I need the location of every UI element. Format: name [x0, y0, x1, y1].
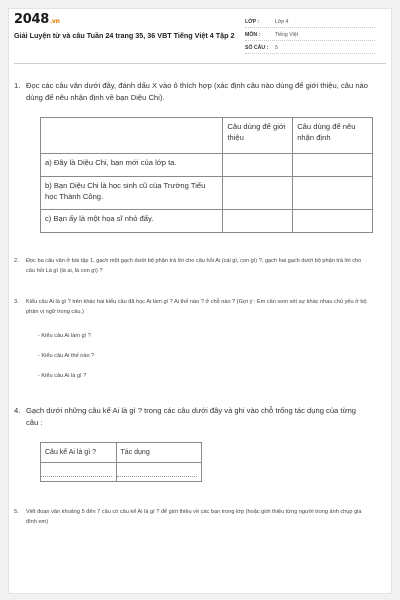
answer-cell[interactable]: [223, 154, 293, 177]
question-1: 1. Đọc các câu văn dưới đây, đánh dấu X vào ô thích hợp (xác định câu nào dùng để giới thiệu, câu nào dùng để nêu nhận định về bạn Diệu Chi).: [14, 81, 368, 102]
q3-item-the-nao: - Kiểu câu Ai thế nào ?: [38, 353, 95, 359]
header-divider: [14, 63, 386, 64]
document-title: Giải Luyện từ và câu Tuần 24 trang 35, 36 VBT Tiếng Việt 4 Tập 2: [14, 31, 235, 40]
answer-cell[interactable]: [293, 154, 373, 177]
table-header-row: [41, 118, 373, 154]
sentence-cell: c) Bạn ấy là một họa sĩ nhỏ đấy.: [41, 210, 223, 233]
question-5: 5. Viết đoạn văn khoảng 5 đến 7 câu có câu kể Ai là gì ? để giới thiệu về các bạn trong lớp (hoặc giới thiệu từng người trong ảnh chụp gia đình em): [14, 509, 362, 525]
question-4: 4. Gạch dưới những câu kể Ai là gì ? trong các câu dưới đây và ghi vào chỗ trống tác dụng của từng câu :: [14, 406, 357, 427]
answer-cell[interactable]: [293, 210, 373, 233]
table-row: [41, 154, 373, 177]
site-logo[interactable]: 2048.vn: [14, 12, 60, 27]
meta-subject: MÔN : Tiếng Việt: [245, 28, 375, 41]
table-row: [41, 210, 373, 233]
question-2: 2. Đọc ba câu văn ở bài tập 1, gạch một gạch dưới bộ phận trả lời cho câu hỏi Ai (cái gì, con gì) ?, gạch hai gạch dưới bộ phận trả lời cho câu hỏi Là gì (là ai, là con gì) ?: [14, 258, 362, 274]
table-header-cell: [41, 118, 223, 154]
table-header-cell: Câu dùng để giới thiệu: [223, 118, 293, 154]
q3-item-la-gi: - Kiểu câu Ai là gì ?: [38, 373, 87, 379]
table-header-cell: Câu dùng để nêu nhận định: [293, 118, 373, 154]
classification-table: [40, 117, 373, 233]
answer-cell[interactable]: [41, 463, 117, 482]
answer-table: [40, 442, 202, 482]
meta-grade: LỚP : Lớp 4: [245, 15, 375, 28]
answer-cell[interactable]: [116, 463, 201, 482]
table-header-cell: Tác dụng: [116, 443, 201, 463]
table-header-cell: Câu kể Ai là gì ?: [41, 443, 117, 463]
sentence-cell: b) Bạn Diệu Chi là học sinh cũ của Trường Tiểu học Thành Công.: [41, 177, 223, 210]
meta-info: [245, 15, 375, 54]
q3-item-lam-gi: - Kiểu câu Ai làm gì ?: [38, 333, 91, 339]
question-3: 3. Kiểu câu Ai là gì ? trên khác hai kiểu câu đã học Ai làm gì ? Ai thế nào ? ở chỗ nào ? (Gợi ý : Em cần xem xét sự khác nhau chủ yếu ở bộ phận vị ngữ trong câu.): [14, 299, 367, 315]
table-row: [41, 177, 373, 210]
table-header-row: [41, 443, 202, 463]
answer-cell[interactable]: [223, 210, 293, 233]
answer-cell[interactable]: [223, 177, 293, 210]
answer-cell[interactable]: [293, 177, 373, 210]
meta-question-count: SỐ CÂU : 5: [245, 41, 375, 54]
table-row: [41, 463, 202, 482]
sentence-cell: a) Đây là Diệu Chi, bạn mới của lớp ta.: [41, 154, 223, 177]
